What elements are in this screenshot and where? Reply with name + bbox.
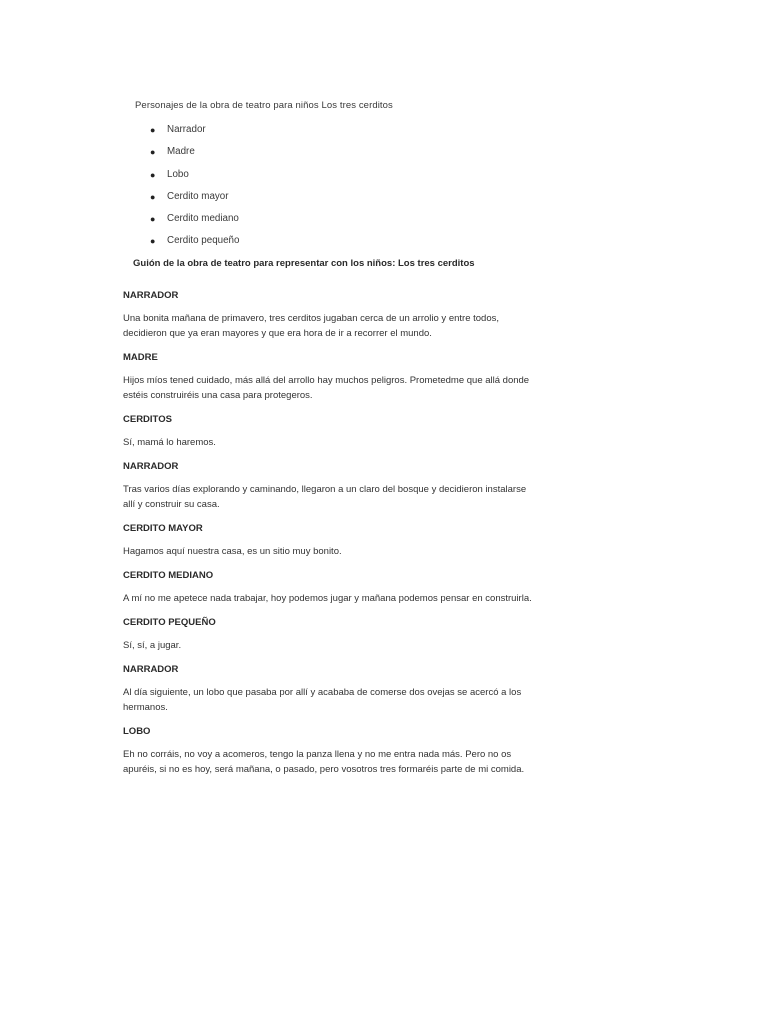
bullet-icon: ● [150,236,156,247]
characters-list [150,122,239,256]
script-entry [123,413,533,450]
speaker-name: MADRE [123,352,158,363]
list-item [150,233,239,255]
script-entry [123,460,533,512]
dialogue-line: Tras varios días explorando y caminando, llegaron a un claro del bosque y decidieron instalarse allí y construir su casa. [123,484,527,510]
bullet-icon: ● [150,125,156,135]
dialogue-line: Sí, sí, a jugar. [123,640,182,651]
bullet-icon: ● [150,191,156,202]
list-item [150,144,239,166]
script-entry [123,569,533,606]
speaker-name: NARRADOR [123,664,179,675]
character-name: Cerdito mayor [167,190,229,202]
script-entry [123,289,533,341]
script-entry [123,351,533,403]
list-item [150,211,239,233]
speaker-name: CERDITO MAYOR [123,523,203,534]
dialogue-line: Sí, mamá lo haremos. [123,437,216,448]
script-entry [123,522,533,559]
script-entry [123,725,533,777]
script-body [123,289,533,787]
speaker-name: CERDITOS [123,414,172,425]
speaker-name: CERDITO MEDIANO [123,570,214,581]
character-name: Lobo [167,168,189,180]
list-item [150,167,239,189]
character-name: Cerdito mediano [167,213,239,225]
characters-intro: Personajes de la obra de teatro para niños Los tres cerditos [135,100,393,111]
dialogue-line: Eh no corráis, no voy a acomeros, tengo la panza llena y no me entra nada más. Pero no os apuréis, si no es hoy, será mañana, o pasado, pero vosotros tres formaréis parte de mi comida. [123,749,525,775]
character-name: Madre [167,146,195,158]
speaker-name: NARRADOR [123,290,179,301]
script-entry [123,616,533,653]
dialogue-line: Una bonita mañana de primavero, tres cerditos jugaban cerca de un arrolio y entre todos, decidieron que ya eran mayores y que era hora de ir a recorrer el mundo. [123,313,499,339]
bullet-icon: ● [150,147,156,158]
script-title: Guión de la obra de teatro para representar con los niños: Los tres cerditos [133,258,475,268]
dialogue-line: A mí no me apetece nada trabajar, hoy podemos jugar y mañana podemos pensar en construirla. [123,593,532,604]
list-item [150,122,239,144]
bullet-icon: ● [150,214,156,225]
list-item [150,189,239,211]
speaker-name: NARRADOR [123,461,179,472]
dialogue-line: Hagamos aquí nuestra casa, es un sitio muy bonito. [123,546,342,557]
script-entry [123,663,533,715]
speaker-name: LOBO [123,726,151,737]
speaker-name: CERDITO PEQUEÑO [123,617,216,628]
dialogue-line: Hijos míos tened cuidado, más allá del arrollo hay muchos peligros. Prometedme que allá donde estéis construiréis una casa para protegeros. [123,375,530,401]
bullet-icon: ● [150,169,156,180]
character-name: Narrador [167,124,206,135]
dialogue-line: Al día siguiente, un lobo que pasaba por allí y acababa de comerse dos ovejas se acercó a los hermanos. [123,687,522,713]
character-name: Cerdito pequeño [167,235,240,247]
